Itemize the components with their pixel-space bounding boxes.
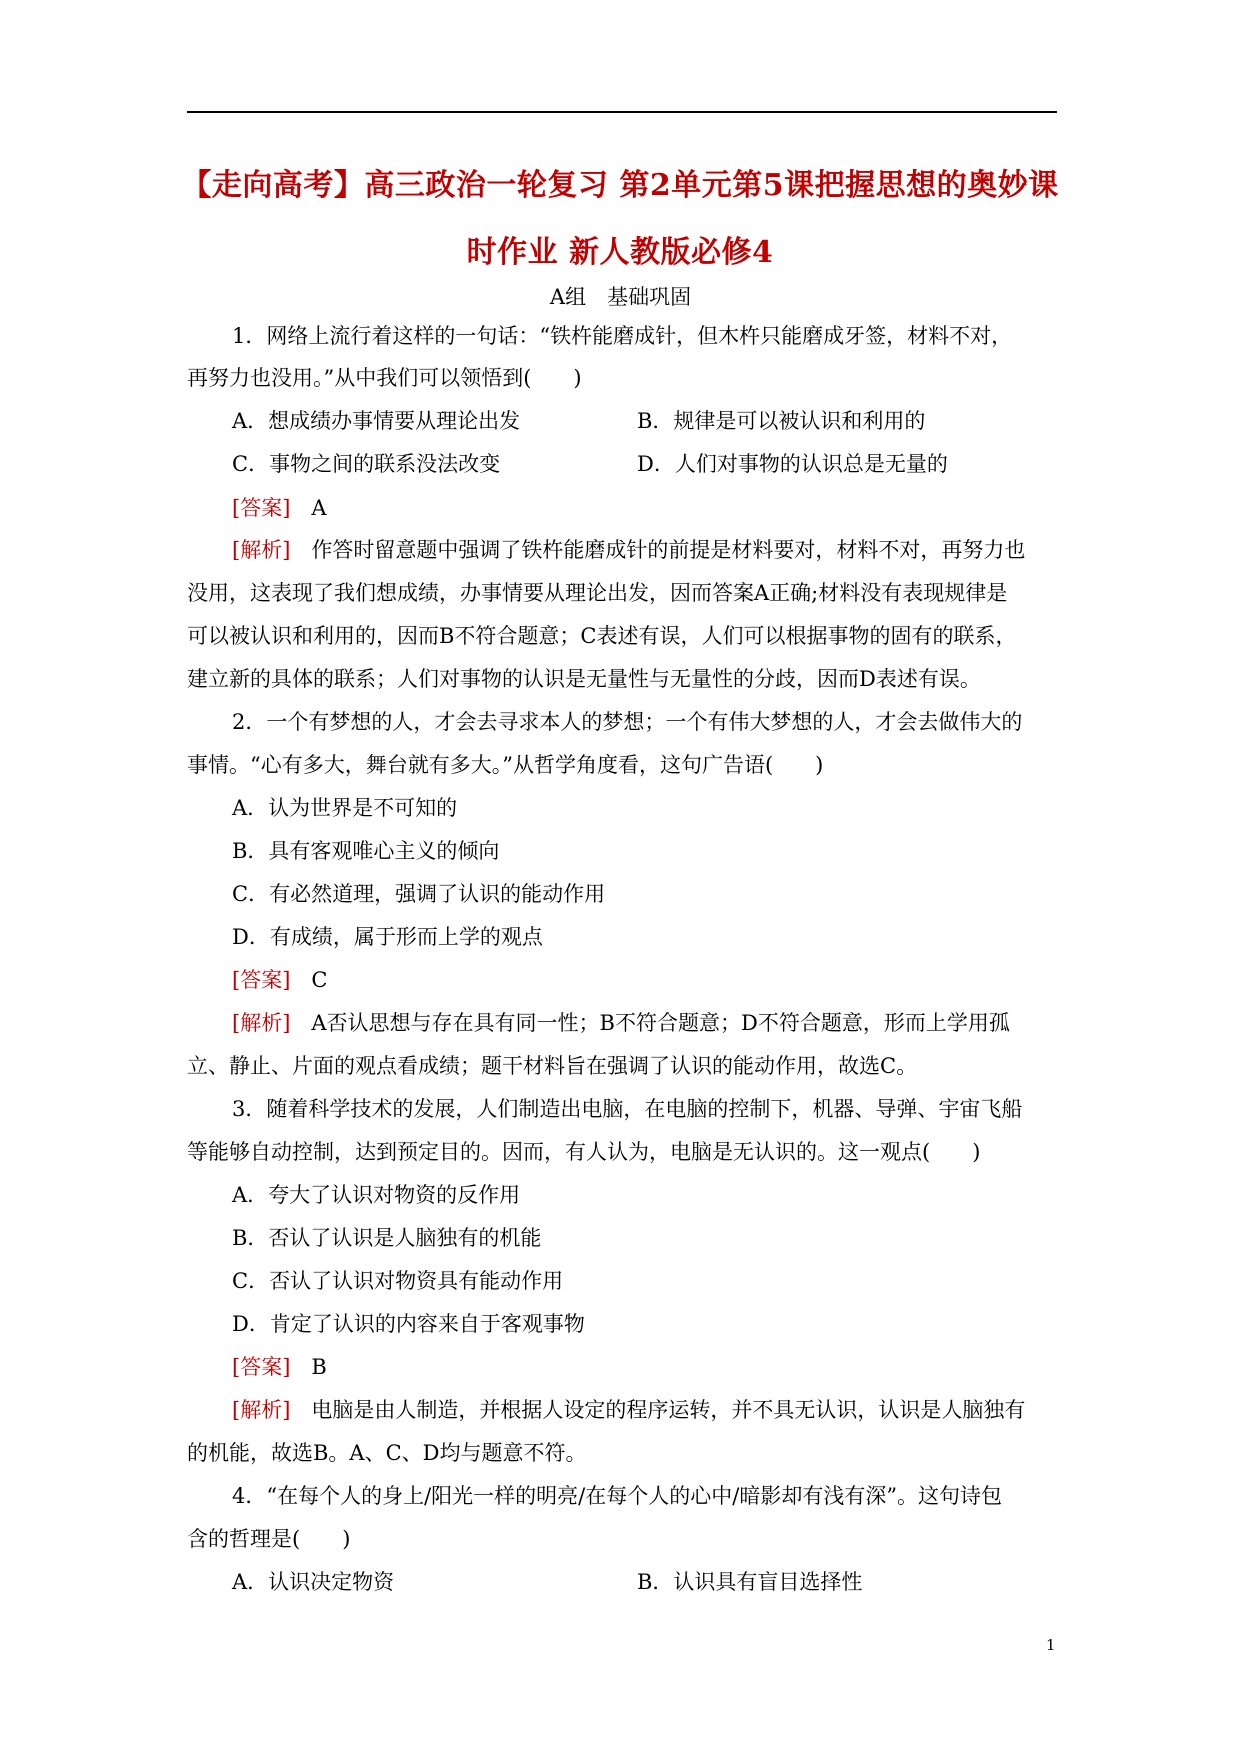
q3-option-c: C．否认了认识对物资具有能动作用 bbox=[232, 1269, 564, 1293]
q3-option-a: A．夸大了认识对物资的反作用 bbox=[232, 1183, 521, 1207]
q4-option-b: B．认识具有盲目选择性 bbox=[637, 1570, 863, 1594]
q2-stem-line1: 2．一个有梦想的人，才会去寻求本人的梦想；一个有伟大梦想的人，才会去做伟大的 bbox=[232, 710, 1023, 734]
q2-answer bbox=[232, 966, 327, 994]
answer-tag: [答案] bbox=[232, 968, 291, 992]
q2-option-a: A．认为世界是不可知的 bbox=[232, 796, 458, 820]
q3-analysis-text1: 电脑是由人制造，并根据人设定的程序运转，并不具无认识，认识是人脑独有 bbox=[311, 1398, 1026, 1422]
q3-stem-line2: 等能够自动控制，达到预定目的。因而，有人认为，电脑是无认识的。这一观点( ) bbox=[187, 1140, 981, 1164]
top-rule bbox=[187, 111, 1057, 113]
q2-analysis-line1 bbox=[232, 1009, 1010, 1037]
q1-analysis-line3: 可以被认识和利用的，因而B不符合题意；C表述有误，人们可以根据事物的固有的联系， bbox=[187, 624, 1017, 648]
answer-tag: [答案] bbox=[232, 496, 291, 520]
q2-answer-value: C bbox=[311, 968, 328, 992]
q1-analysis-line2: 没用，这表现了我们想成绩，办事情要从理论出发，因而答案A正确;材料没有表现规律是 bbox=[187, 581, 1008, 605]
q3-answer bbox=[232, 1353, 327, 1381]
analysis-tag: [解析] bbox=[232, 1011, 291, 1035]
q3-analysis-line1 bbox=[232, 1396, 1025, 1424]
q1-analysis-line1 bbox=[232, 536, 1025, 564]
q4-option-a: A．认识决定物资 bbox=[232, 1570, 395, 1594]
q2-option-b: B．具有客观唯心主义的倾向 bbox=[232, 839, 500, 863]
q3-option-d: D．肯定了认识的内容来自于客观事物 bbox=[232, 1312, 585, 1336]
q4-stem-line1: 4．“在每个人的身上/阳光一样的明亮/在每个人的心中/暗影却有浅有深”。这句诗包 bbox=[232, 1484, 1003, 1508]
q3-answer-value: B bbox=[311, 1355, 327, 1379]
q1-option-b: B．规律是可以被认识和利用的 bbox=[637, 409, 926, 433]
q1-stem-line2: 再努力也没用。”从中我们可以领悟到( ) bbox=[187, 366, 582, 390]
q1-option-c: C．事物之间的联系没法改变 bbox=[232, 452, 501, 476]
q1-answer bbox=[232, 494, 327, 522]
document-title-line1: 【走向高考】高三政治一轮复习 第2单元第5课把握思想的奥妙课 bbox=[181, 168, 1059, 203]
q1-option-a: A．想成绩办事情要从理论出发 bbox=[232, 409, 521, 433]
analysis-tag: [解析] bbox=[232, 1398, 291, 1422]
q1-analysis-text1: 作答时留意题中强调了铁杵能磨成针的前提是材料要对，材料不对，再努力也 bbox=[311, 538, 1026, 562]
q3-option-b: B．否认了认识是人脑独有的机能 bbox=[232, 1226, 542, 1250]
q1-analysis-line4: 建立新的具体的联系；人们对事物的认识是无量性与无量性的分歧，因而D表述有误。 bbox=[187, 667, 981, 691]
document-title-line2: 时作业 新人教版必修4 bbox=[466, 235, 774, 270]
q2-analysis-text1: A否认思想与存在具有同一性；B不符合题意；D不符合题意，形而上学用孤 bbox=[311, 1011, 1010, 1035]
q1-stem-line1: 1．网络上流行着这样的一句话：“铁杵能磨成针，但木杵只能磨成牙签，材料不对， bbox=[232, 324, 1013, 348]
q2-option-d: D．有成绩，属于形而上学的观点 bbox=[232, 925, 543, 949]
q3-stem-line1: 3．随着科学技术的发展，人们制造出电脑，在电脑的控制下，机器、导弹、宇宙飞船 bbox=[232, 1097, 1023, 1121]
answer-tag: [答案] bbox=[232, 1355, 291, 1379]
analysis-tag: [解析] bbox=[232, 538, 291, 562]
q3-analysis-line2: 的机能，故选B。A、C、D均与题意不符。 bbox=[187, 1441, 587, 1465]
q4-stem-line2: 含的哲理是( ) bbox=[187, 1527, 351, 1551]
q1-answer-value: A bbox=[311, 496, 327, 520]
q2-option-c: C．有必然道理，强调了认识的能动作用 bbox=[232, 882, 606, 906]
q2-analysis-line2: 立、静止、片面的观点看成绩；题干材料旨在强调了认识的能动作用，故选C。 bbox=[187, 1054, 918, 1078]
page-number: 1 bbox=[1046, 1636, 1056, 1654]
q1-option-d: D．人们对事物的认识总是无量的 bbox=[637, 452, 948, 476]
q2-stem-line2: 事情。“心有多大，舞台就有多大。”从哲学角度看，这句广告语( ) bbox=[187, 753, 824, 777]
group-heading: A组 基础巩固 bbox=[549, 285, 692, 309]
